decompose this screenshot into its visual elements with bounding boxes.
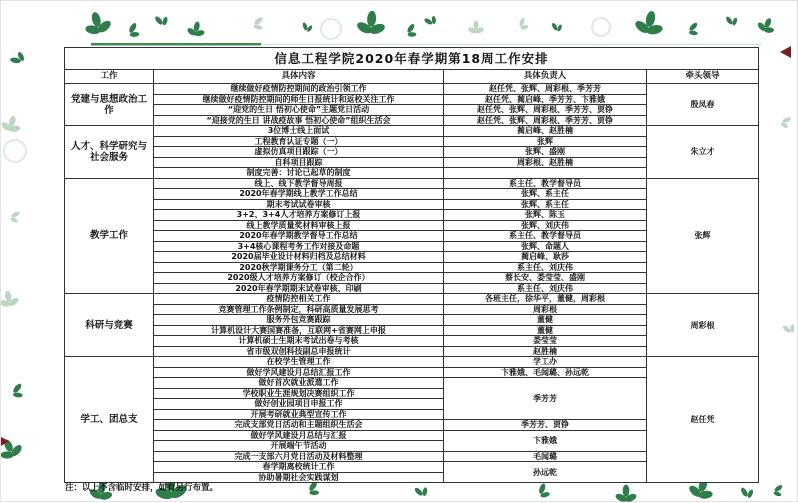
content-cell: 完成支部党日活动和主题组织生活会	[154, 420, 444, 431]
category-cell: 人才、科学研究与社会服务	[65, 126, 154, 179]
column-header-content: 具体内容	[154, 70, 444, 84]
content-cell: 省市级双创科技副总申报统计	[154, 346, 444, 357]
content-cell: 春学期离校统计工作	[154, 462, 444, 473]
content-cell: 期末考试试卷审核	[154, 199, 444, 210]
content-cell: 2020秋学期课务分工（第二轮）	[154, 262, 444, 273]
table-row	[65, 126, 759, 137]
owner-cell: 张辉	[444, 136, 647, 147]
content-cell: 2020级人才培养方案修订（校企合作）	[154, 273, 444, 284]
owner-cell: 季芳芳、贾铮	[444, 420, 647, 431]
owner-cell: 系主任、教学督导员	[444, 178, 647, 189]
owner-cell	[444, 168, 647, 179]
content-cell: 开展端午节活动	[154, 441, 444, 452]
content-cell: 自科项目跟踪	[154, 157, 444, 168]
owner-cell: 赵任凭、张辉、周彩根、季芳芳、贾铮	[444, 105, 647, 116]
content-cell: 协助暑期社会实践谋划	[154, 472, 444, 483]
content-cell: 做好创业园项目申报工作	[154, 399, 444, 410]
owner-cell: 赵任凭、蔺启峰、季芳芳、卞雅娥	[444, 94, 647, 105]
footnote: 注：以上不含临时安排，如有另行布置。	[65, 483, 219, 493]
table-title-row	[65, 48, 759, 70]
category-cell: 党建与思想政治工作	[65, 84, 154, 126]
owner-cell: 系主任、刘庆伟	[444, 262, 647, 273]
content-cell: 3+2、3+4人才培养方案修订上报	[154, 210, 444, 221]
content-cell: 做好学风建设月总结汇报工作	[154, 367, 444, 378]
content-cell: 继续做好疫情防控期间的政治引领工作	[154, 84, 444, 95]
table-body	[65, 84, 759, 483]
leader-cell: 朱立才	[647, 126, 759, 179]
owner-cell: 毛闻璐	[444, 451, 647, 462]
owner-cell: 蔺启峰、赵胜楠	[444, 126, 647, 137]
table-header-row	[65, 70, 759, 84]
content-cell: 学校职业生涯规划决赛组织工作	[154, 388, 444, 399]
owner-cell: 董健	[444, 325, 647, 336]
owner-cell: 张辉、陈玉	[444, 210, 647, 221]
content-cell: 制度完善：讨论已起草的制度	[154, 168, 444, 179]
owner-cell: 学工办	[444, 357, 647, 368]
content-cell: 服务外包竞赛跟踪	[154, 315, 444, 326]
content-cell: 线上教学质量奖材料审核上报	[154, 220, 444, 231]
content-cell: “迎接党的生日 讲战疫故事 悟初心使命”组织生活会	[154, 115, 444, 126]
owner-cell: 蔺启峰、耿莎	[444, 252, 647, 263]
content-cell: 继续做好疫情防控期间的师生日报统计和返校关注工作	[154, 94, 444, 105]
content-cell: 线上、线下教学督导周报	[154, 178, 444, 189]
left-arrow-icon	[780, 46, 791, 58]
owner-cell: 季芳芳	[444, 378, 647, 420]
owner-cell: 董健	[444, 315, 647, 326]
page-title: 信息工程学院2020年春学期第18周工作安排	[65, 48, 759, 70]
schedule-table	[64, 47, 759, 483]
top-rule	[91, 43, 261, 46]
owner-cell: 系主任、刘庆伟	[444, 283, 647, 294]
content-cell: 在校学生管理工作	[154, 357, 444, 368]
content-cell: 疫情防控相关工作	[154, 294, 444, 305]
owner-cell: 孙远乾	[444, 462, 647, 483]
content-cell: 2020年春学期教学督导工作总结	[154, 231, 444, 242]
content-cell: 工程教育认证专题（一）	[154, 136, 444, 147]
content-cell: 计算机设计大赛国赛准备，互联网+省赛网上申报	[154, 325, 444, 336]
table-row	[65, 178, 759, 189]
column-header-leader: 牵头领导	[647, 70, 759, 84]
schedule-table-container	[64, 47, 759, 483]
owner-cell: 卞雅娥	[444, 430, 647, 451]
leader-cell: 殷凤春	[647, 84, 759, 126]
category-cell: 科研与竞赛	[65, 294, 154, 357]
leader-cell: 张辉	[647, 178, 759, 294]
owner-cell: 张辉、盛刚	[444, 147, 647, 158]
content-cell: 完成一支部六月党日活动及材料整理	[154, 451, 444, 462]
content-cell: 计算机硕士生期末考试出卷与考核	[154, 336, 444, 347]
table-row	[65, 294, 759, 305]
owner-cell: 张辉、命题人	[444, 241, 647, 252]
content-cell: 做好首次就业派遣工作	[154, 378, 444, 389]
content-cell: “迎党的生日 悟初心使命”主题党日活动	[154, 105, 444, 116]
owner-cell: 娄莹莹	[444, 336, 647, 347]
leader-cell: 周彩根	[647, 294, 759, 357]
owner-cell: 赵胜楠	[444, 346, 647, 357]
content-cell: 竞赛管理工作条例制定，科研高质量发展思考	[154, 304, 444, 315]
owner-cell: 张辉、系主任	[444, 189, 647, 200]
owner-cell: 周彩根、赵胜楠	[444, 157, 647, 168]
owner-cell: 周彩根	[444, 304, 647, 315]
owner-cell: 各班主任，徐华平，董健，周彩根	[444, 294, 647, 305]
column-header-work: 工作	[65, 70, 154, 84]
content-cell: 虚拟仿真项目跟踪（一）	[154, 147, 444, 158]
owner-cell: 张辉、系主任	[444, 199, 647, 210]
column-header-owner: 具体负责人	[444, 70, 647, 84]
content-cell: 2020年春学期线上教学工作总结	[154, 189, 444, 200]
owner-cell: 赵任凭、张辉、周彩根、季芳芳	[444, 84, 647, 95]
leaf-icon	[80, 8, 114, 38]
owner-cell: 赵任凭、张辉、周彩根、季芳芳、贾铮	[444, 115, 647, 126]
owner-cell: 张辉、刘庆伟	[444, 220, 647, 231]
content-cell: 开展考研就业典型宣传工作	[154, 409, 444, 420]
category-cell: 教学工作	[65, 178, 154, 294]
content-cell: 3位博士线上面试	[154, 126, 444, 137]
owner-cell: 卞雅娥、毛闻璐、孙远乾	[444, 367, 647, 378]
content-cell: 3+4核心课程考务工作对接及命题	[154, 241, 444, 252]
owner-cell: 系主任、教学督导员	[444, 231, 647, 242]
content-cell: 2020年春学期期末试卷审核、印刷	[154, 283, 444, 294]
content-cell: 做好学风建设月总结与汇报	[154, 430, 444, 441]
content-cell: 2020届毕业设计材料归档及总结材料	[154, 252, 444, 263]
table-row	[65, 84, 759, 95]
owner-cell: 蔡长安、娄莹莹、盛刚	[444, 273, 647, 284]
leader-cell: 赵任凭	[647, 357, 759, 483]
table-row	[65, 357, 759, 368]
category-cell: 学工、团总支	[65, 357, 154, 483]
